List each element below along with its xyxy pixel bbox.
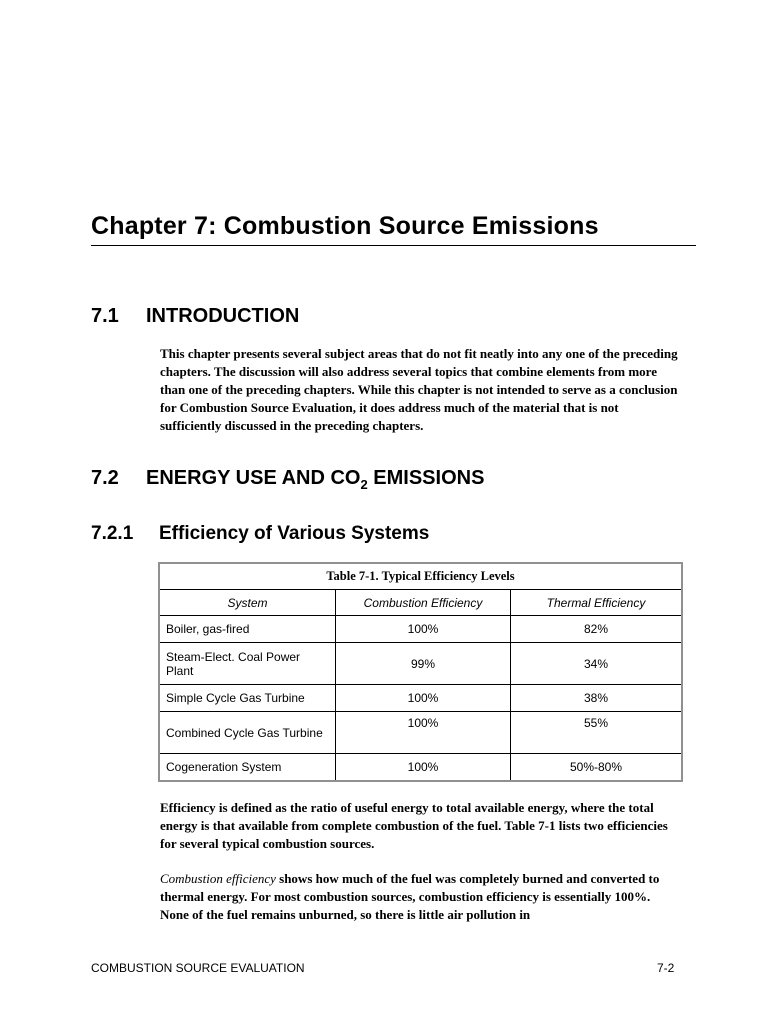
table-header-row (159, 590, 682, 616)
paragraph-text: shows how much of the fuel was completely burned and converted to thermal energy. For most combustion sources, combustion efficiency is essentially 100%. None of the fuel remains unburned, so there is little air pollution in (160, 871, 660, 922)
combustion-efficiency-paragraph (160, 870, 680, 924)
efficiency-paragraph: Efficiency is defined as the ratio of useful energy to total available energy, where the total energy is that available from complete combustion of the fuel. Table 7-1 lists two efficiencies for several typical combustion sources. (160, 800, 668, 851)
section-title-post: EMISSIONS (367, 467, 485, 489)
italic-term: Combustion efficiency (160, 871, 276, 886)
section-heading-introduction (91, 305, 299, 328)
table-cell-system: Boiler, gas-fired (159, 616, 336, 643)
subsection-title: Efficiency of Various Systems (159, 523, 430, 544)
table-header-combustion-efficiency: Combustion Efficiency (336, 590, 511, 616)
table-cell-combustion: 100% (336, 754, 511, 781)
subsection-number: 7.2.1 (91, 523, 134, 544)
intro-paragraph: This chapter presents several subject areas that do not fit neatly into any one of the preceding chapters. The discussion will also address several topics that combine elements from more than one of the preceding chapters. While this chapter is not intended to serve as a conclusion for Combustion Source Evaluation, it does address much of the material that is not sufficiently discussed in the preceding chapters. (160, 346, 678, 433)
table-cell-thermal: 55% (511, 712, 683, 754)
table-row (159, 712, 682, 754)
table-cell-thermal: 50%-80% (511, 754, 683, 781)
subsection-heading-efficiency (91, 523, 429, 545)
table-row (159, 754, 682, 781)
table-cell-thermal: 82% (511, 616, 683, 643)
footer-title: COMBUSTION SOURCE EVALUATION (91, 961, 305, 975)
table-cell-thermal: 34% (511, 643, 683, 685)
table-cell-combustion: 100% (336, 616, 511, 643)
section-title-pre: ENERGY USE AND CO (146, 467, 361, 489)
table-cell-system: Steam-Elect. Coal Power Plant (159, 643, 336, 685)
section-title: INTRODUCTION (146, 305, 300, 327)
table-header-system: System (159, 590, 336, 616)
table-cell-system: Combined Cycle Gas Turbine (159, 712, 336, 754)
table-cell-system: Simple Cycle Gas Turbine (159, 685, 336, 712)
efficiency-table (158, 562, 683, 782)
table-caption: Table 7-1. Typical Efficiency Levels (159, 563, 682, 590)
table-cell-combustion: 99% (336, 643, 511, 685)
table-cell-system: Cogeneration System (159, 754, 336, 781)
section-number: 7.2 (91, 467, 119, 489)
table-row (159, 685, 682, 712)
section-heading-energy-use (91, 467, 484, 492)
table-cell-thermal: 38% (511, 685, 683, 712)
section-title-subscript: 2 (360, 477, 368, 492)
table-header-thermal-efficiency: Thermal Efficiency (511, 590, 683, 616)
chapter-title: Chapter 7: Combustion Source Emissions (91, 212, 696, 246)
table-row (159, 616, 682, 643)
section-number: 7.1 (91, 305, 119, 327)
table-cell-combustion: 100% (336, 712, 511, 754)
table-row (159, 643, 682, 685)
table-cell-combustion: 100% (336, 685, 511, 712)
page-number: 7-2 (657, 961, 675, 975)
